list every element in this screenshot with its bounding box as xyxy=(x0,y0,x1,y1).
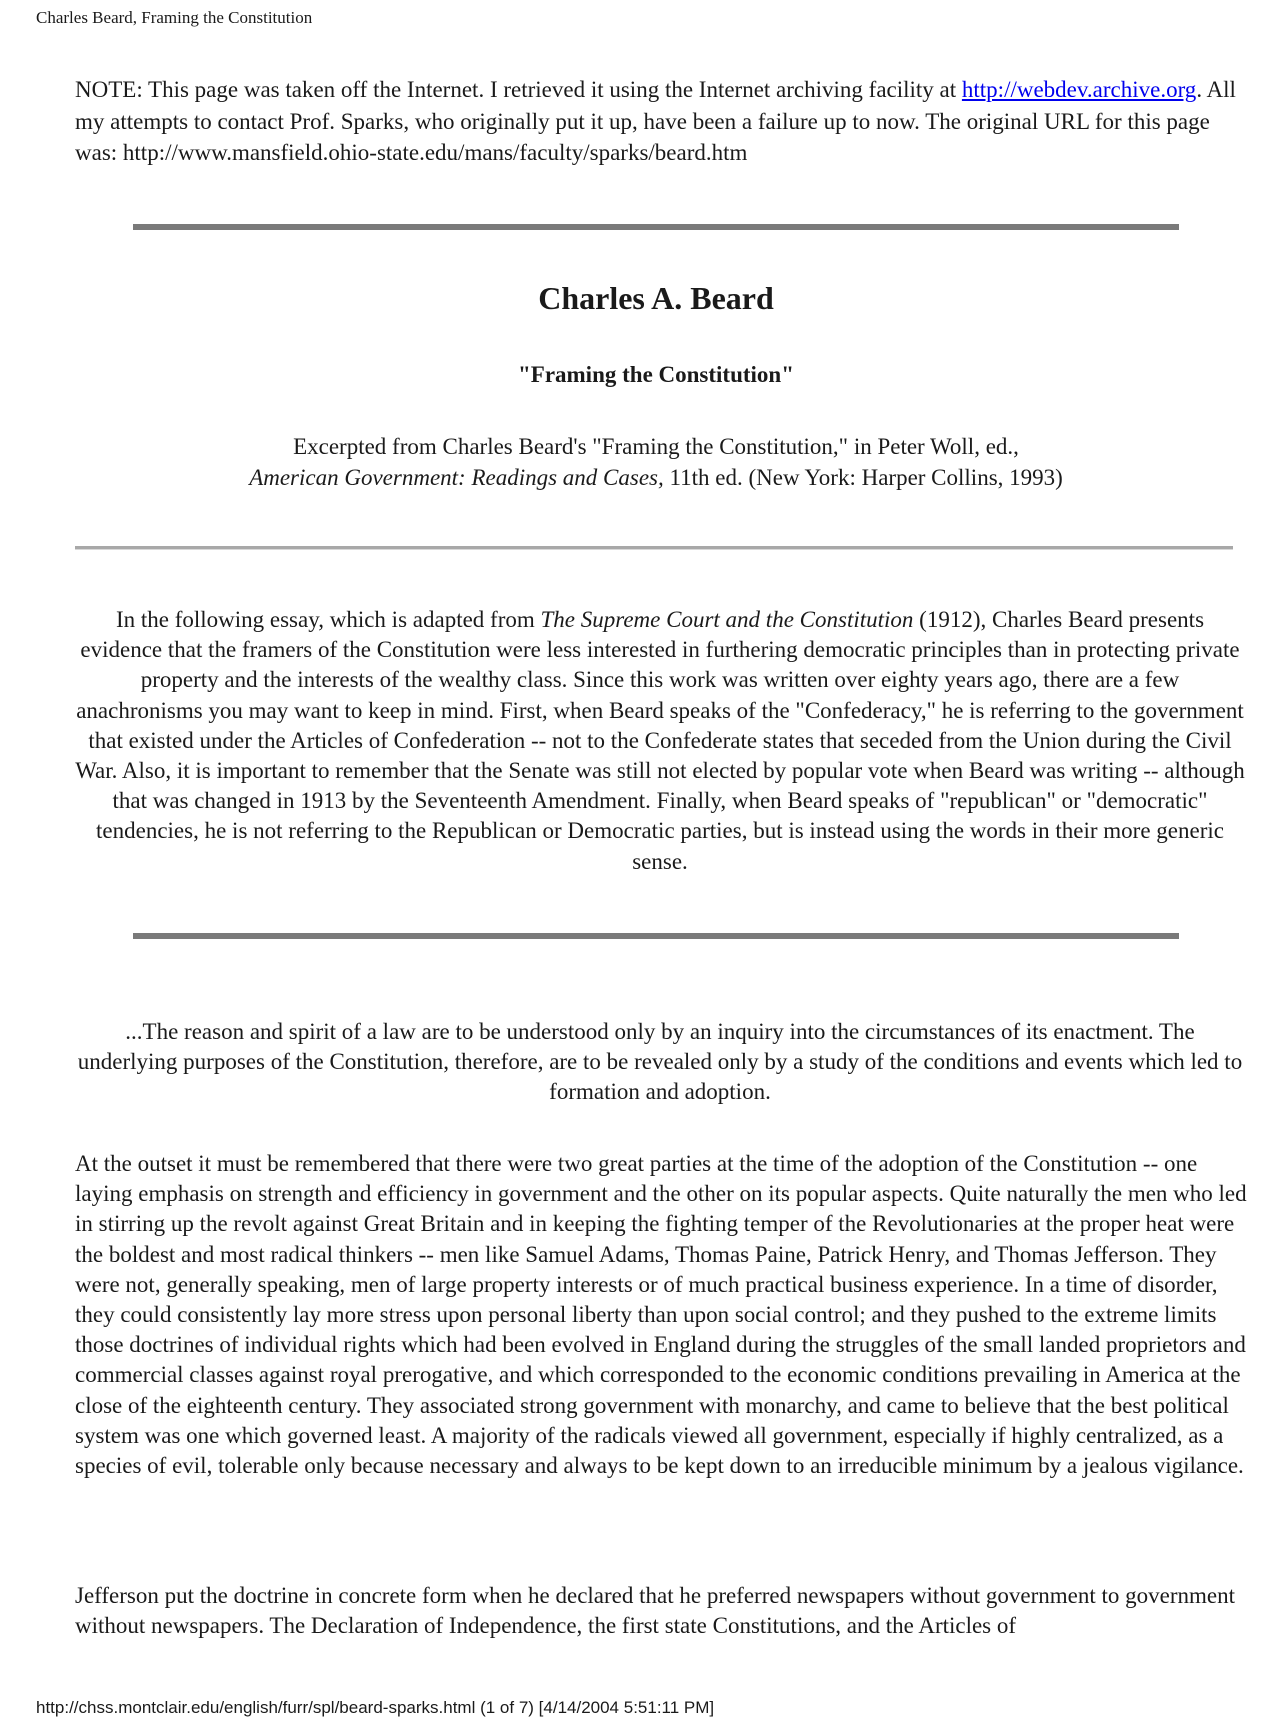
archive-link[interactable]: http://webdev.archive.org xyxy=(961,77,1197,102)
source-book-title: American Government: Readings and Cases, xyxy=(249,465,664,490)
source-citation xyxy=(0,431,1280,493)
source-line-1: Excerpted from Charles Beard's "Framing the Constitution," in Peter Woll, ed., xyxy=(293,434,1019,459)
body-paragraph-1: At the outset it must be remembered that there were two great parties at the time of the adoption of the Constitution -- one laying emphasis on strength and efficiency in government and the other on its popular aspects. Quite naturally the men who led in stirring up the revolt against Great Britain and in keeping the fighting temper of the Revolutionaries at the proper heat were the boldest and most radical thinkers -- men like Samuel Adams, Thomas Paine, Patrick Henry, and Thomas Jefferson. They were not, generally speaking, men of large property interests or of much practical business experience. In a time of disorder, they could consistently lay more stress upon personal liberty than upon social control; and they pushed to the extreme limits those doctrines of individual rights which had been evolved in England during the struggles of the small landed proprietors and commercial classes against royal prerogative, and which corresponded to the economic conditions prevailing in America at the close of the eighteenth century. They associated strong government with monarchy, and came to believe that the best political system was one which governed least. A majority of the radicals viewed all government, especially if highly centralized, as a species of evil, tolerable only because necessary and always to be kept down to an irreducible minimum by a jealous vigilance. xyxy=(75,1151,1247,1479)
source-line-2 xyxy=(0,462,1280,493)
source-publication: 11th ed. (New York: Harper Collins, 1993) xyxy=(663,465,1063,490)
opening-quote: ...The reason and spirit of a law are to be understood only by an inquiry into the circumstances of its enactment. The underlying purposes of the Constitution, therefore, are to be revealed only by a study of the conditions and events which led to formation and adoption. xyxy=(77,1019,1243,1105)
archive-note xyxy=(75,74,1245,169)
running-header: Charles Beard, Framing the Constitution xyxy=(36,8,313,27)
intro-paragraph xyxy=(75,605,1245,877)
note-text-before: NOTE: This page was taken off the Internet. I retrieved it using the Internet archiving facility at xyxy=(75,77,962,102)
intro-book-title: The Supreme Court and the Constitution xyxy=(540,607,914,632)
intro-text-before: In the following essay, which is adapted from xyxy=(115,607,541,632)
article-author: Charles A. Beard xyxy=(538,280,774,316)
intro-text-after: (1912), Charles Beard presents evidence that the framers of the Constitution were less interested in furthering democratic principles than in protecting private property and the interests of the wealthy class. Since this work was written over eighty years ago, there are a few anachronisms you may want to keep in mind. First, when Beard speaks of the "Confederacy," he is referring to the government that existed under the Articles of Confederation -- not to the Confederate states that seceded from the Union during the Civil War. Also, it is important to remember that the Senate was still not elected by popular vote when Beard was writing -- although that was changed in 1913 by the Seventeenth Amendment. Finally, when Beard speaks of "republican" or "democratic" tendencies, he is not referring to the Republican or Democratic parties, but is instead using the words in their more generic sense. xyxy=(75,607,1245,874)
article-title: "Framing the Constitution" xyxy=(518,362,794,387)
body-paragraph-2: Jefferson put the doctrine in concrete form when he declared that he preferred newspapers without government to government without newspapers. The Declaration of Independence, the first state Constitutions, and the Articles of xyxy=(75,1583,1236,1639)
divider-middle xyxy=(133,933,1179,939)
divider-top xyxy=(133,224,1179,230)
note-text-after: . All my attempts to contact Prof. Sparks, who originally put it up, have been a failure up to now. The original URL for this page was: http://www.mansfield.ohio-state.edu/mans/faculty/sparks/beard.htm xyxy=(75,77,1236,165)
divider-thin xyxy=(75,546,1233,550)
running-footer: http://chss.montclair.edu/english/furr/spl/beard-sparks.html (1 of 7) [4/14/2004 5:51:11 PM] xyxy=(36,1698,715,1717)
